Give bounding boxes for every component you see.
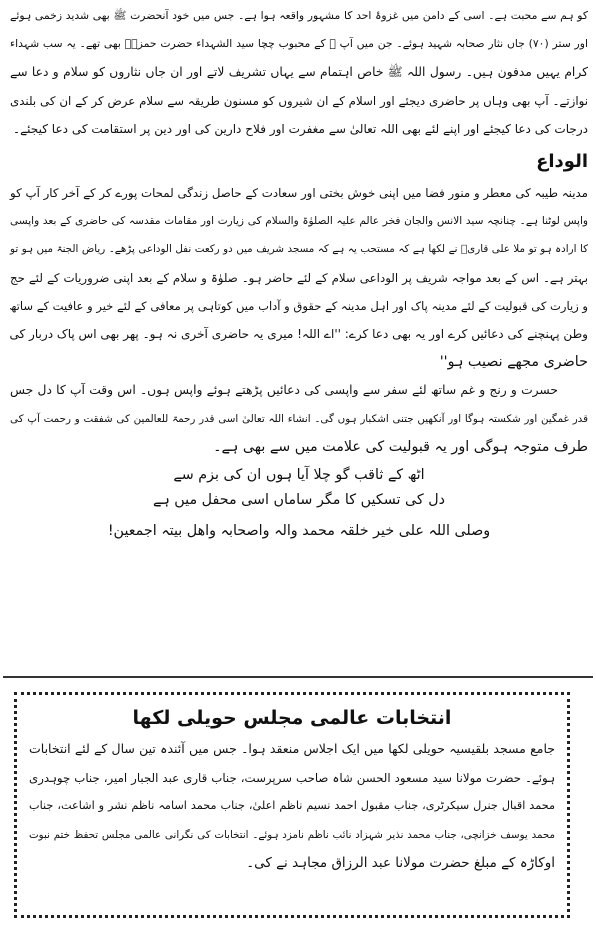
text-line: نوازتے۔ آپ بھی وہاں پر حاضری دیجئے اور اسلام کے ان شیروں کو مسنون طریقہ سے سلام عرض کر کے ان کی بلندی <box>10 93 588 108</box>
text-line: مدینہ طیبہ کی معطر و منور فضا میں اپنی خوش بختی اور سعادت کے حاصل زندگی لمحات پورے کر کے آخر کار آپ کو <box>10 186 588 201</box>
notice-title: انتخابات عالمی مجلس حویلی لکھا <box>132 707 452 729</box>
section-divider <box>3 676 593 678</box>
text-line: کرام یہیں مدفون ہیں۔ رسول اللہ ﷺ خاص اہتمام سے یہاں تشریف لاتے اور ان جاں نثاروں کو سلام و دعا سے <box>10 65 588 80</box>
poem-couplet <box>10 463 588 513</box>
farewell-paragraph <box>10 179 588 376</box>
return-paragraph <box>10 376 588 461</box>
text-line: حاضری مجھے نصیب ہو'' <box>439 354 588 371</box>
notice-line: جامع مسجد بلقیسیہ حویلی لکھا میں ایک اجلاس منعقد ہوا۔ جس میں آئندہ تین سال کے لئے انتخابات <box>29 741 555 756</box>
section-heading-farewell: الوداع <box>536 151 588 173</box>
text-line: کو ہم سے محبت ہے۔ اسی کے دامن میں غزوۂ احد کا مشہور واقعہ ہوا ہے۔ جس میں خود آنحضرت ﷺ بھی شدید زخمی ہوئے <box>10 9 588 22</box>
text-line: اور ستر (۷۰) جاں نثار صحابہ شہید ہوئے۔ جن میں آپ ﷺ کے محبوب چچا سید الشہداء حضرت حمزہؓ بھی تھے۔ یہ سب شہداء <box>10 37 588 51</box>
text-line: کا ارادہ ہو تو ملا علی قاریؒ نے لکھا ہے کہ مستحب یہ ہے کہ مسجد شریف میں دو رکعت نفل الوداعی پڑھے۔ ریاض الجنۃ میں ہو تو <box>10 243 588 256</box>
poem-line: اٹھ کے ثاقب گو چلا آیا ہوں ان کی بزم سے <box>173 467 425 484</box>
notice-line: محمد یوسف خزانچی، جناب محمد نذیر شہزاد نائب ناظم نامزد ہوئے۔ انتخابات کی نگرانی عالمی مجلس تحفظ ختم نبوت <box>29 828 555 841</box>
text-line: درجات کی دعا کیجئے اور اپنے لئے بھی اللہ تعالیٰ سے مغفرت اور فلاح دارین کی اور دین پر استقامت کی دعا کیجئے۔ <box>13 121 588 136</box>
text-line: طرف متوجہ ہوگی اور یہ قبولیت کی علامت میں سے بھی ہے۔ <box>213 438 588 455</box>
poem-line: دل کی تسکیں کا مگر ساماں اسی محفل میں ہے <box>152 492 446 509</box>
notice-line: محمد اقبال جنرل سیکرٹری، جناب مقبول احمد نسیم ناظم اعلیٰ، جناب محمد اسامہ ناظم نشر و اشاعت، جناب <box>29 799 555 812</box>
notice-line: اوکاڑہ کے مبلغ حضرت مولانا عبد الرزاق مجاہد نے کی۔ <box>246 855 555 871</box>
text-line: حسرت و رنج و غم ساتھ لئے سفر سے واپسی کی دعائیں پڑھتے ہوئے واپس ہوں۔ اس وقت آپ کا دل جس <box>10 383 558 398</box>
notice-line: ہوئے۔ حضرت مولانا سید مسعود الحسن شاہ صاحب سرپرست، جناب قاری عبد الجبار امیر، جناب چوہدری <box>29 770 555 785</box>
text-line: قدر غمگین اور شکستہ ہوگا اور آنکھیں جتنی اشکبار ہوں گی۔ انشاء اللہ تعالیٰ اسی قدر رحمۃ للعالمین کی شفقت و رحمت آپ کی <box>10 412 588 425</box>
text-line: واپس لوٹنا ہے۔ چنانچہ سید الانس والجان فخر عالم علیہ الصلوٰۃ والسلام کی زیارت اور مقامات مقدسہ کی حاضری کے بعد واپسی <box>10 215 588 228</box>
text-line: و زیارت کی قبولیت کے لئے مدینہ پاک اور اہل مدینہ کے حقوق و آداب میں کوتاہی پر معافی کے لئے خیر و عافیت کے ساتھ <box>9 298 588 313</box>
text-line: وطن پہنچنے کی دعائیں کرے اور یہ بھی دعا کرے: ''اے اللہ! میری یہ حاضری آخری نہ ہو۔ پھر بھی اس پاک دربار کی <box>9 327 588 342</box>
elections-notice-box <box>14 692 570 918</box>
book-page <box>10 2 588 545</box>
uhud-paragraph <box>10 2 588 143</box>
text-line: بہتر ہے۔ اس کے بعد مواجہ شریف پر الوداعی سلام کے لئے حاضر ہو۔ صلوٰۃ و سلام کے بعد اپنی ضروریات کے لئے حج <box>10 270 588 285</box>
closing-salawat: وصلی اللہ علی خیر خلقہ محمد والہ واصحابہ واھل بیتہ اجمعین! <box>107 523 491 540</box>
